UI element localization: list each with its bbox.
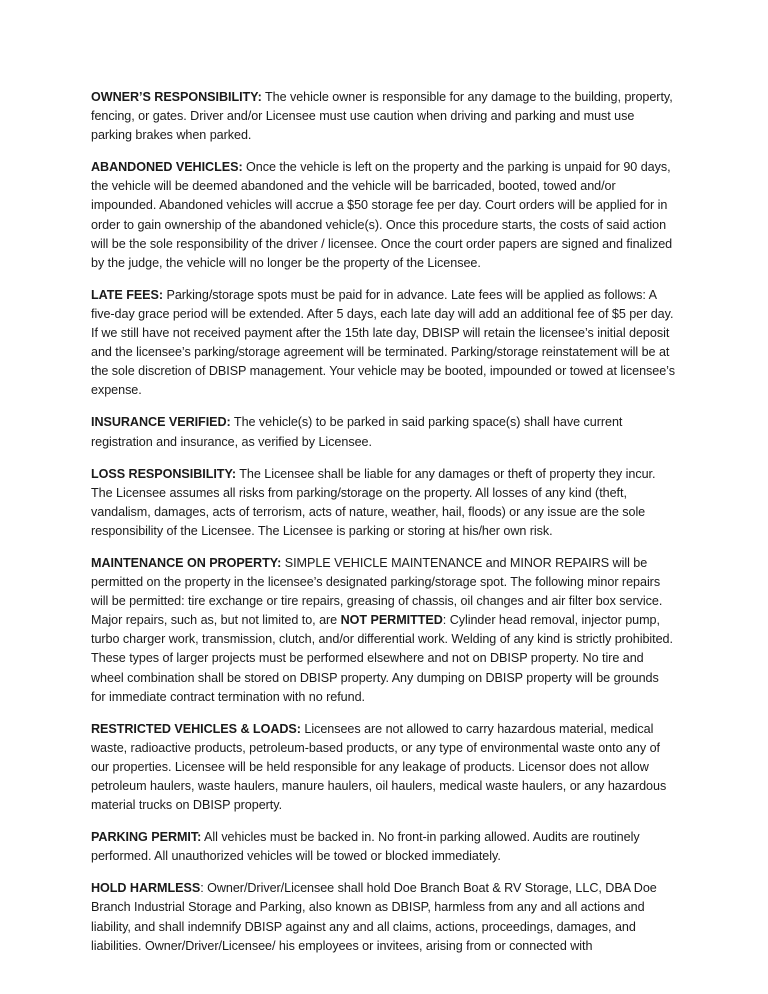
section-heading: LATE FEES: — [91, 287, 164, 302]
section-abandoned-vehicles — [91, 158, 676, 273]
section-body: The vehicle(s) to be parked in said parking space(s) shall have current registration and insurance, as verified by Licensee. — [91, 415, 623, 449]
section-late-fees — [91, 286, 676, 401]
section-loss-responsibility — [91, 465, 676, 541]
section-heading: MAINTENANCE ON PROPERTY: — [91, 555, 282, 570]
section-body: Once the vehicle is left on the property and the parking is unpaid for 90 days, the vehicle will be deemed abandoned and the vehicle will be barricaded, booted, towed and/or impounded. Abandoned vehicles will accrue a $50 storage fee per day. Court orders will be applied for in order to gain ownership of the abandoned vehicle(s). Once this procedure starts, the costs of said action will be the sole responsibility of the driver / licensee. Once the court order papers are signed and finalized by the judge, the vehicle will no longer be the property of the Licensee. — [91, 160, 673, 270]
section-body: All vehicles must be backed in. No front-in parking allowed. Audits are routinely performed. All unauthorized vehicles will be towed or blocked immediately. — [91, 830, 640, 864]
section-body: : Owner/Driver/Licensee shall hold Doe Branch Boat & RV Storage, LLC, DBA Doe Branch Industrial Storage and Parking, also known as DBISP, harmless from any and all actions and liability, and shall indemnify DBISP against any and all claims, actions, proceedings, damages, and liabilities. Owner/Driver/Licensee/ his employees or invitees, arising from or connected with — [91, 881, 657, 953]
section-heading: RESTRICTED VEHICLES & LOADS: — [91, 721, 301, 736]
section-body: Licensees are not allowed to carry hazardous material, medical waste, radioactive products, petroleum-based products, or any type of environmental waste onto any of our properties. Licensee will be held responsible for any leakage of products. Licensor does not allow petroleum haulers, waste haulers, manure haulers, oil haulers, medical waste haulers, or any hazardous material trucks on DBISP property. — [91, 721, 667, 813]
section-emphasis: NOT PERMITTED — [340, 613, 443, 628]
section-parking-permit — [91, 828, 676, 866]
section-body-continued: : Cylinder head removal, injector pump, turbo charger work, transmission, clutch, and/or differential work. Welding of any kind is strictly prohibited. These types of larger projects must be performed elsewhere and not on DBISP property. No tire and wheel combination shall be stored on DBISP property. Any dumping on DBISP property will be grounds for immediate contract termination with no refund. — [91, 613, 673, 704]
section-body: Parking/storage spots must be paid for in advance. Late fees will be applied as follows: A five-day grace period will be extended. After 5 days, each late day will add an additional fee of $5 per day. If we still have not received payment after the 15th late day, DBISP will retain the licensee’s initial deposit and the licensee’s parking/storage agreement will be terminated. Parking/storage reinstatement will be at the sole discretion of DBISP management. Your vehicle may be booted, impounded or towed at licensee’s expense. — [91, 287, 675, 398]
section-heading: ABANDONED VEHICLES: — [91, 160, 243, 175]
section-body: The Licensee shall be liable for any damages or theft of property they incur. The Licensee assumes all risks from parking/storage on the property. All losses of any kind (theft, vandalism, damages, acts of terrorism, acts of nature, weather, hail, floods) or any issue are the sole responsibility of the Licensee. The Licensee is parking or storing at his/her own risk. — [91, 466, 656, 538]
section-heading: PARKING PERMIT: — [91, 830, 202, 845]
section-heading: LOSS RESPONSIBILITY: — [91, 466, 237, 481]
section-heading: INSURANCE VERIFIED: — [91, 415, 231, 430]
section-body: SIMPLE VEHICLE MAINTENANCE and MINOR REPAIRS will be permitted on the property in the licensee’s designated parking/storage spot. The following minor repairs will be permitted: tire exchange or tire repairs, greasing of chassis, oil changes and air filter box service. Major repairs, such as, but not limited to, are — [91, 555, 663, 628]
section-heading: OWNER’S RESPONSIBILITY: — [91, 90, 262, 104]
section-heading: HOLD HARMLESS — [91, 881, 201, 896]
section-body: The vehicle owner is responsible for any damage to the building, property, fencing, or gates. Driver and/or Licensee must use caution when driving and parking and must use parking brakes when parked. — [91, 90, 673, 143]
section-hold-harmless — [91, 879, 676, 955]
section-insurance-verified — [91, 413, 676, 451]
section-maintenance-on-property — [91, 554, 676, 707]
section-owners-responsibility — [91, 88, 676, 145]
section-restricted-vehicles-loads — [91, 720, 676, 815]
